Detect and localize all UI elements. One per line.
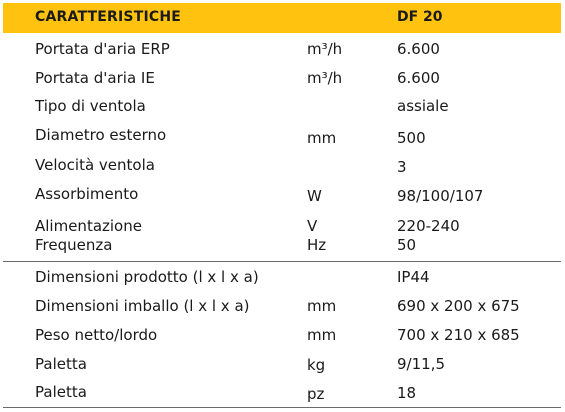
spec-unit: V <box>307 217 318 235</box>
spec-value: 3 <box>397 158 407 176</box>
spec-label: Dimensioni prodotto (l x l x a) <box>35 268 259 286</box>
spec-value: 6.600 <box>397 69 440 87</box>
spec-value: assiale <box>397 97 449 115</box>
spec-value: 6.600 <box>397 40 440 58</box>
spec-unit: mm <box>307 326 337 344</box>
spec-value: IP44 <box>397 268 430 286</box>
spec-label: Velocità ventola <box>35 156 155 174</box>
spec-label: Assorbimento <box>35 185 139 203</box>
spec-label: Portata d'aria ERP <box>35 40 170 58</box>
spec-value: 500 <box>397 129 426 147</box>
spec-value: 690 x 200 x 675 <box>397 297 520 315</box>
spec-value: 220-240 <box>397 217 460 235</box>
spec-label: Peso netto/lordo <box>35 326 158 344</box>
spec-label: Tipo di ventola <box>35 97 146 115</box>
spec-unit: pz <box>307 385 325 403</box>
table-header <box>3 3 561 33</box>
spec-label: Portata d'aria IE <box>35 69 155 87</box>
spec-unit: W <box>307 187 322 205</box>
spec-value: 9/11,5 <box>397 355 445 373</box>
spec-label: Dimensioni imballo (l x l x a) <box>35 297 250 315</box>
spec-unit: m³/h <box>307 40 343 58</box>
spec-label: Alimentazione <box>35 217 142 235</box>
spec-label: Diametro esterno <box>35 126 167 144</box>
spec-unit: m³/h <box>307 69 343 87</box>
spec-unit: mm <box>307 297 337 315</box>
spec-label: Paletta <box>35 355 87 373</box>
spec-value: 98/100/107 <box>397 187 484 205</box>
spec-label: Frequenza <box>35 236 113 254</box>
section-divider <box>3 261 561 262</box>
spec-unit: mm <box>307 129 337 147</box>
spec-value: 50 <box>397 236 417 254</box>
spec-value: 18 <box>397 384 417 402</box>
bottom-divider <box>3 407 561 408</box>
spec-value: 700 x 210 x 685 <box>397 326 520 344</box>
header-model: DF 20 <box>397 9 443 25</box>
header-label: CARATTERISTICHE <box>35 9 182 25</box>
spec-unit: Hz <box>307 236 327 254</box>
spec-label: Paletta <box>35 383 87 401</box>
spec-unit: kg <box>307 356 326 374</box>
